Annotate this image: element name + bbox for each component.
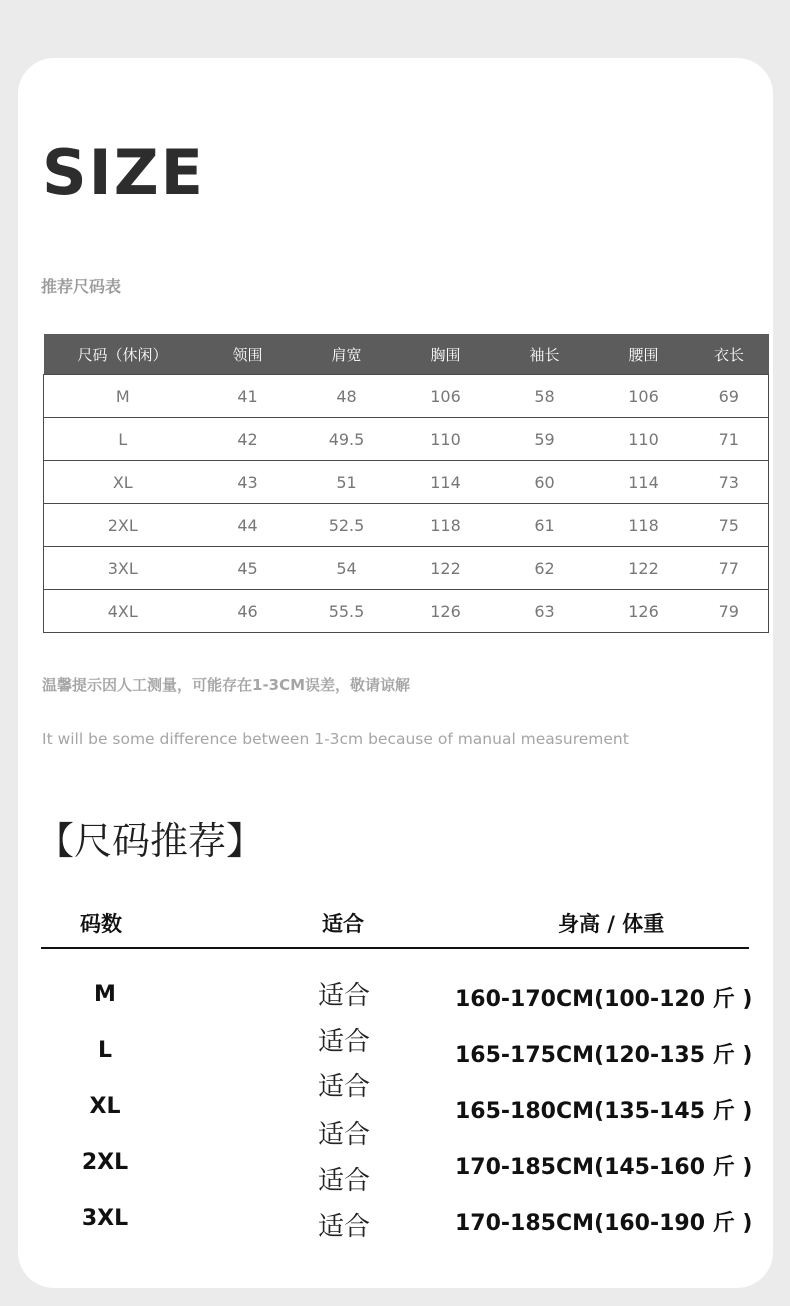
table-cell: 73 xyxy=(690,461,769,504)
table-cell: 43 xyxy=(202,461,294,504)
table-cell: 118 xyxy=(598,504,690,547)
table-cell: 69 xyxy=(690,375,769,418)
table-row xyxy=(44,504,769,547)
recommend-fit: 适合 xyxy=(318,1027,371,1057)
table-cell: 118 xyxy=(400,504,492,547)
column-header: 肩宽 xyxy=(294,334,400,375)
column-header: 腰围 xyxy=(598,334,690,375)
measurement-note-cn: 温馨提示因人工测量，可能存在1-3CM误差，敬请谅解 xyxy=(42,676,411,694)
table-cell: 48 xyxy=(294,375,400,418)
table-cell: 60 xyxy=(492,461,598,504)
table-cell: 79 xyxy=(690,590,769,633)
column-header: 衣长 xyxy=(690,334,769,375)
table-cell: L xyxy=(44,418,202,461)
table-cell: 61 xyxy=(492,504,598,547)
table-cell: 62 xyxy=(492,547,598,590)
column-header: 尺码（休闲） xyxy=(44,334,202,375)
table-row xyxy=(44,547,769,590)
recommend-header-code: 码数 xyxy=(80,912,122,936)
table-cell: 63 xyxy=(492,590,598,633)
table-cell: 122 xyxy=(598,547,690,590)
table-cell: 45 xyxy=(202,547,294,590)
table-cell: 4XL xyxy=(44,590,202,633)
table-cell: 55.5 xyxy=(294,590,400,633)
size-table xyxy=(43,334,769,633)
table-cell: 75 xyxy=(690,504,769,547)
table-cell: 114 xyxy=(598,461,690,504)
header-divider xyxy=(41,947,749,949)
recommend-height-weight: 170-185CM(145-160 斤 ) xyxy=(455,1155,753,1180)
recommend-fit: 适合 xyxy=(318,1166,371,1196)
recommend-fit: 适合 xyxy=(318,1120,371,1150)
table-row xyxy=(44,418,769,461)
recommend-fit: 适合 xyxy=(318,1072,371,1102)
recommend-code: 2XL xyxy=(81,1150,129,1175)
table-header-row xyxy=(44,334,769,375)
table-cell: 122 xyxy=(400,547,492,590)
table-cell: M xyxy=(44,375,202,418)
page-title: SIZE xyxy=(42,136,206,209)
table-cell: 44 xyxy=(202,504,294,547)
table-cell: 3XL xyxy=(44,547,202,590)
table-cell: 52.5 xyxy=(294,504,400,547)
recommend-fit: 适合 xyxy=(318,981,371,1011)
table-cell: 110 xyxy=(400,418,492,461)
size-chart-subtitle: 推荐尺码表 xyxy=(41,277,122,296)
measurement-note-en: It will be some difference between 1-3cm because of manual measurement xyxy=(42,730,629,748)
table-cell: 41 xyxy=(202,375,294,418)
recommend-height-weight: 165-175CM(120-135 斤 ) xyxy=(455,1043,753,1068)
table-cell: 54 xyxy=(294,547,400,590)
recommend-height-weight: 170-185CM(160-190 斤 ) xyxy=(455,1211,753,1236)
table-cell: 110 xyxy=(598,418,690,461)
table-cell: 71 xyxy=(690,418,769,461)
table-cell: 42 xyxy=(202,418,294,461)
table-cell: 114 xyxy=(400,461,492,504)
recommendation-title: 【尺码推荐】 xyxy=(36,819,265,863)
recommend-code: L xyxy=(97,1038,113,1063)
table-cell: 126 xyxy=(598,590,690,633)
table-row xyxy=(44,375,769,418)
table-cell: 2XL xyxy=(44,504,202,547)
recommend-code: 3XL xyxy=(81,1206,129,1231)
recommend-code: M xyxy=(94,982,116,1007)
recommend-code: XL xyxy=(89,1094,121,1119)
table-cell: 58 xyxy=(492,375,598,418)
column-header: 袖长 xyxy=(492,334,598,375)
table-row xyxy=(44,461,769,504)
column-header: 领围 xyxy=(202,334,294,375)
table-cell: 126 xyxy=(400,590,492,633)
column-header: 胸围 xyxy=(400,334,492,375)
recommend-height-weight: 165-180CM(135-145 斤 ) xyxy=(455,1099,753,1124)
recommend-height-weight: 160-170CM(100-120 斤 ) xyxy=(455,987,753,1012)
table-cell: 106 xyxy=(400,375,492,418)
table-cell: XL xyxy=(44,461,202,504)
table-cell: 106 xyxy=(598,375,690,418)
table-cell: 59 xyxy=(492,418,598,461)
recommend-header-height-weight: 身高 / 体重 xyxy=(558,912,665,936)
recommend-fit: 适合 xyxy=(318,1212,371,1242)
recommend-header-fit: 适合 xyxy=(322,912,364,936)
table-row xyxy=(44,590,769,633)
table-cell: 77 xyxy=(690,547,769,590)
table-cell: 51 xyxy=(294,461,400,504)
table-cell: 46 xyxy=(202,590,294,633)
table-cell: 49.5 xyxy=(294,418,400,461)
